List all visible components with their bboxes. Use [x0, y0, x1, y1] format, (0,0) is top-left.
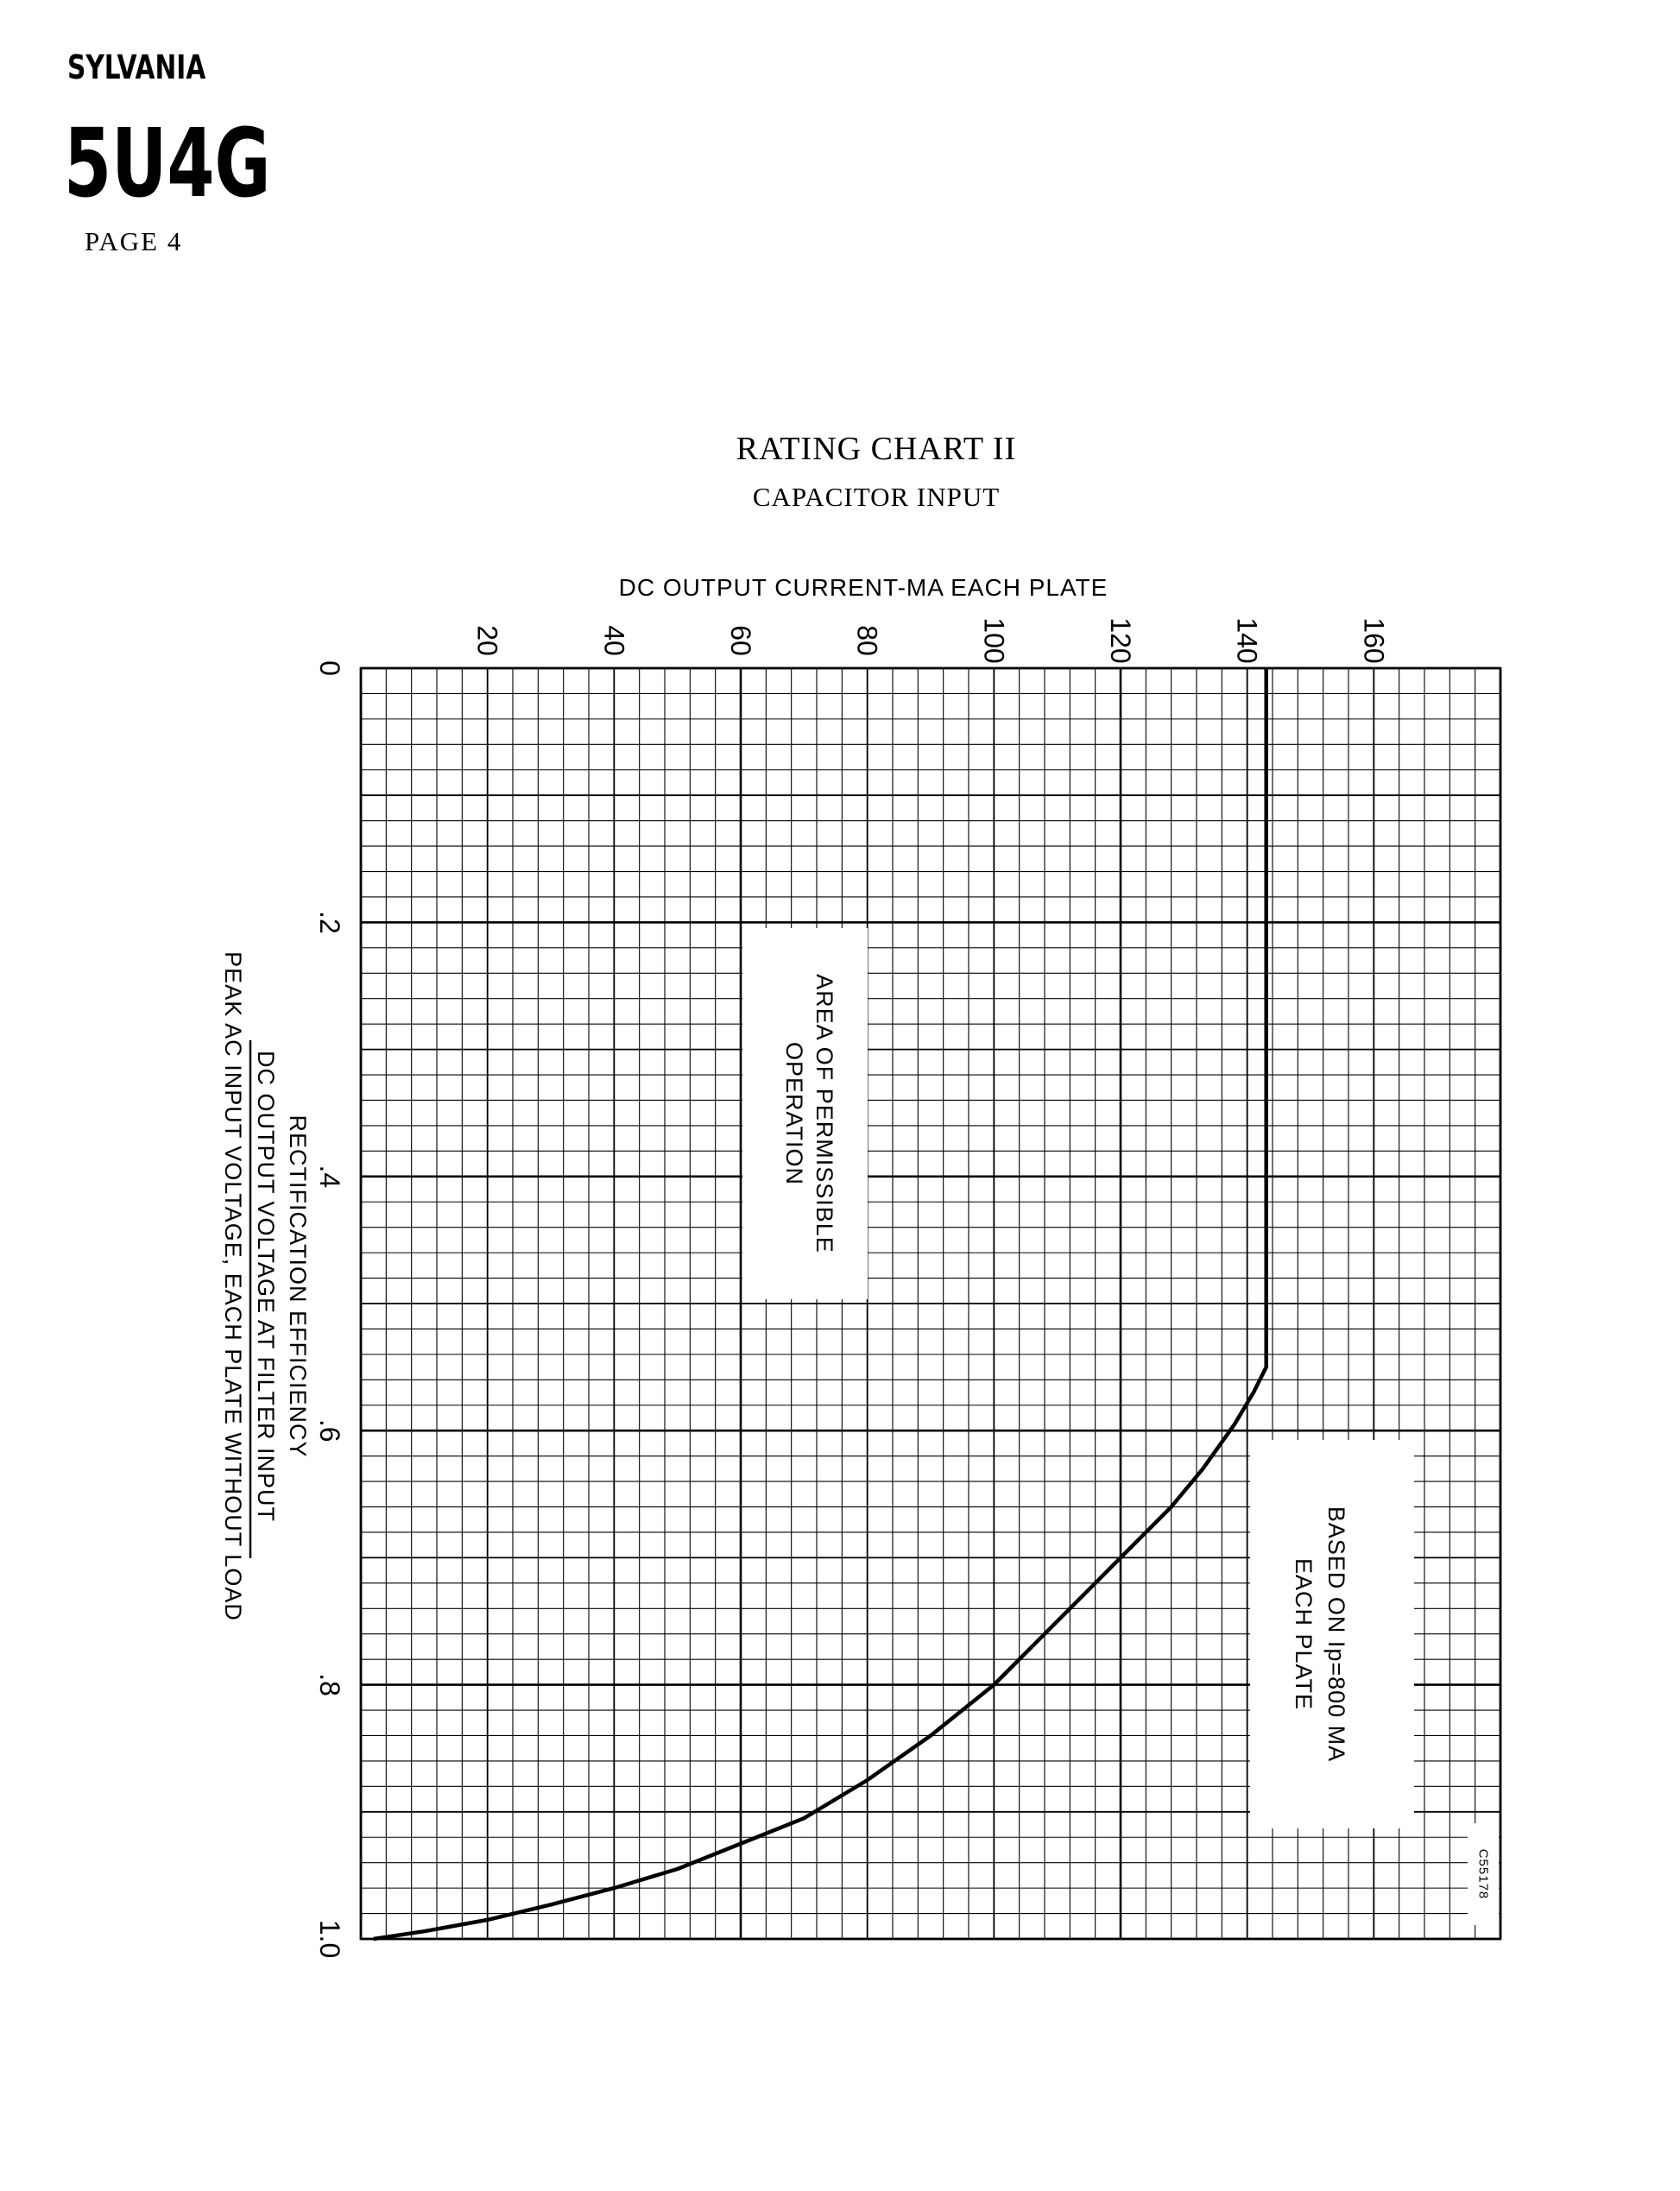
annotation-permissible: OPERATION: [781, 1041, 807, 1186]
x-tick-label: 140: [1231, 617, 1263, 664]
annotation-permissible: AREA OF PERMISSIBLE: [812, 974, 837, 1253]
y-tick-label: .4: [314, 1165, 345, 1189]
y-axis-label-line: PEAK AC INPUT VOLTAGE, EACH PLATE WITHOUT LOAD: [220, 951, 246, 1621]
annotation-basis: EACH PLATE: [1291, 1557, 1317, 1711]
annotation-basis: BASED ON Ip=800 MA: [1323, 1506, 1349, 1763]
brand-name: SYLVANIA: [67, 48, 206, 86]
y-tick-label: 0: [314, 660, 345, 676]
x-tick-label: 60: [725, 625, 756, 656]
x-tick-label: 160: [1358, 617, 1390, 664]
y-tick-label: .6: [314, 1418, 345, 1443]
x-axis-label: DC OUTPUT CURRENT-MA EACH PLATE: [618, 574, 1108, 601]
y-tick-label: .8: [314, 1673, 345, 1696]
page-number: PAGE 4: [85, 226, 183, 256]
annotation-code: C55178: [1475, 1848, 1491, 1900]
y-tick-label: .2: [314, 911, 345, 934]
y-axis-ticks: [314, 660, 345, 1958]
x-tick-label: 120: [1105, 617, 1136, 664]
y-tick-label: 1.0: [314, 1919, 345, 1959]
x-axis-ticks: [472, 617, 1390, 663]
y-axis-label-line: RECTIFICATION EFFICIENCY: [285, 1114, 311, 1458]
x-tick-label: 100: [978, 617, 1010, 664]
y-axis-label-line: DC OUTPUT VOLTAGE AT FILTER INPUT: [253, 1050, 279, 1523]
x-tick-label: 80: [851, 625, 883, 656]
chart-title: RATING CHART II: [736, 431, 1017, 467]
x-tick-label: 20: [471, 625, 503, 656]
x-tick-label: 40: [598, 625, 630, 656]
y-axis-label: [220, 951, 311, 1621]
chart-subtitle: CAPACITOR INPUT: [752, 482, 1001, 512]
tube-model: 5U4G: [64, 108, 271, 218]
